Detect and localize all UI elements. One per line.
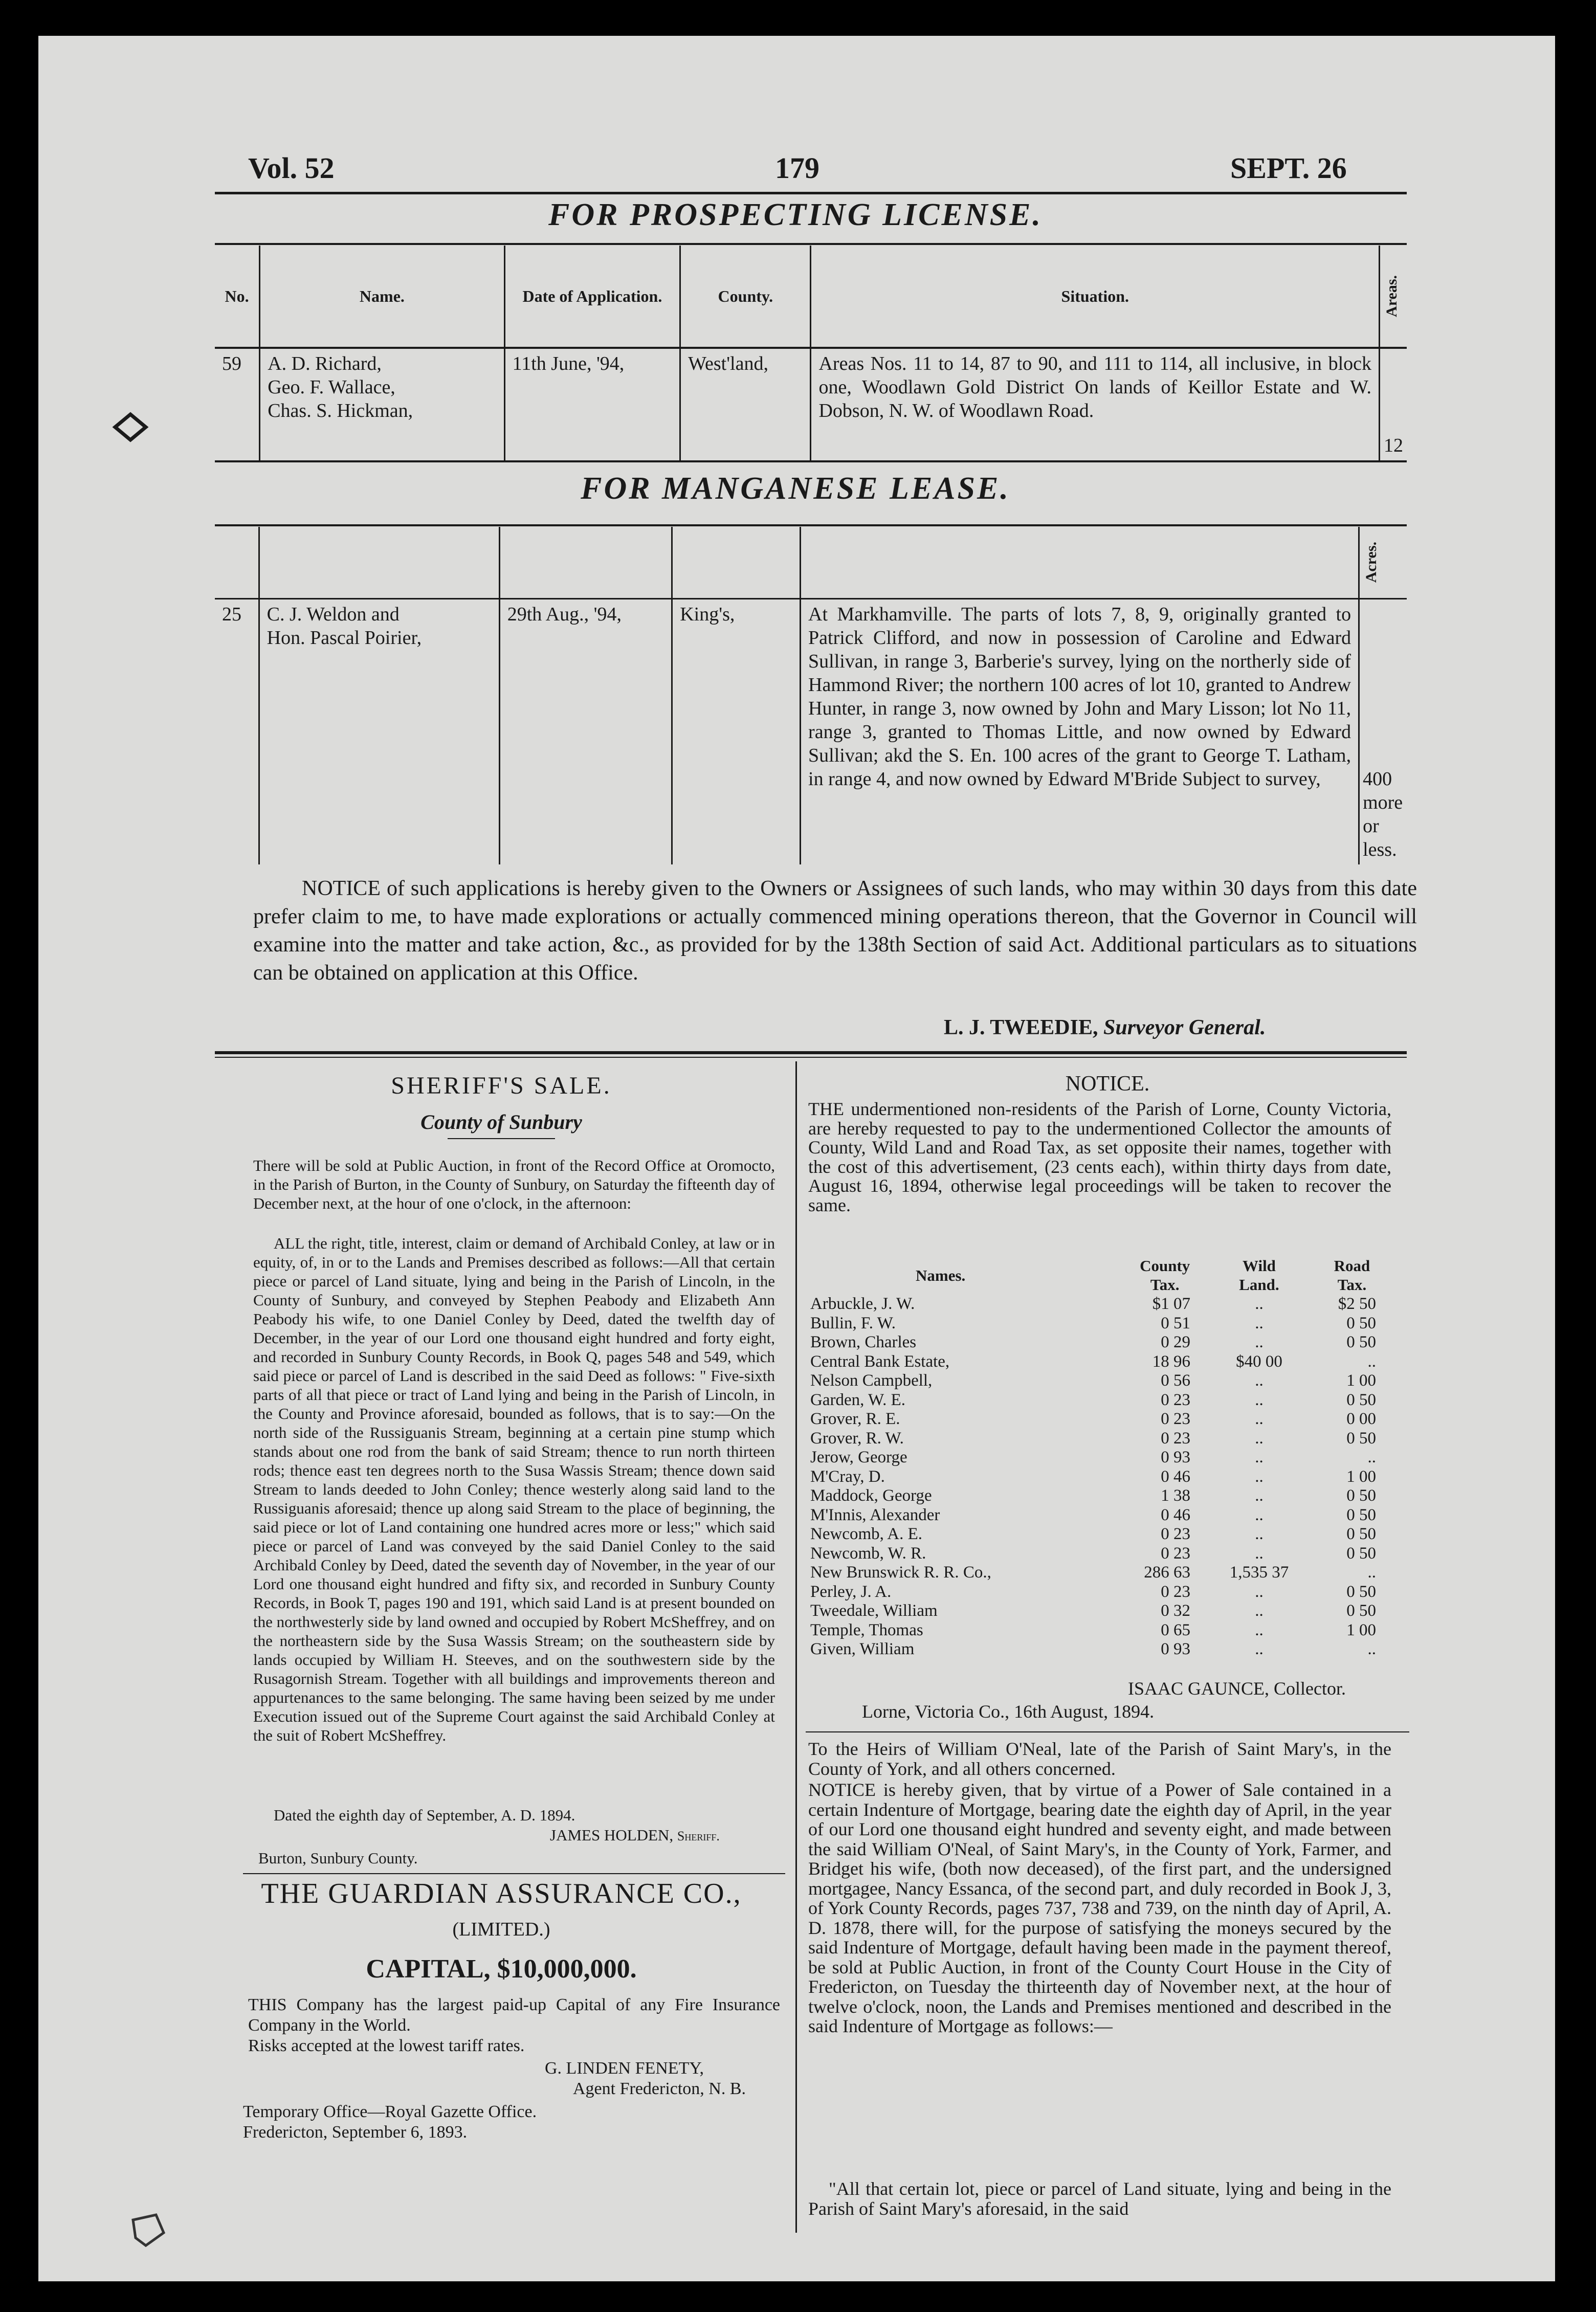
- tax-name: Garden, W. E.: [810, 1390, 906, 1409]
- tax-wild: ..: [1255, 1582, 1264, 1601]
- tax-wild: ..: [1255, 1467, 1264, 1486]
- tax-wild: ..: [1255, 1295, 1264, 1313]
- prospecting-county: West'land,: [680, 348, 811, 460]
- tax-county: 0 65: [1161, 1620, 1190, 1639]
- sheriff-title: SHERIFF'S SALE.: [391, 1072, 612, 1099]
- general-notice: NOTICE of such applications is hereby given to the Owners or Assignees of such lands, who may within 30 days from this date prefer claim to me, to have made explorations or actually commenced mining operations thereon, that the Governor in Council will examine into the matter and take action, &c., as provided for by the 138th Section of said Act. Additional particulars as to situations can be obtained on application at this Office.: [253, 877, 1417, 985]
- tax-road: 0 50: [1346, 1525, 1376, 1543]
- tax-county: 0 46: [1161, 1505, 1190, 1524]
- col-situation: Situation.: [811, 246, 1380, 348]
- tax-wild: ..: [1255, 1544, 1264, 1563]
- prospecting-bottom-rule: [215, 460, 1407, 462]
- tax-road: 1 00: [1346, 1467, 1376, 1486]
- tax-county: 0 23: [1161, 1582, 1190, 1601]
- tax-county: 0 23: [1161, 1410, 1190, 1428]
- tax-county: 0 51: [1161, 1314, 1190, 1332]
- prospecting-table: [215, 246, 1407, 460]
- tax-county: 0 23: [1161, 1390, 1190, 1409]
- tax-name: M'Innis, Alexander: [810, 1505, 940, 1524]
- tax-wild: ..: [1255, 1390, 1264, 1409]
- tax-name: Newcomb, A. E.: [810, 1525, 923, 1543]
- tax-wild: ..: [1255, 1314, 1264, 1332]
- sheriff-intro: There will be sold at Public Auction, in front of the Record Office at Oromocto, in the Parish of Burton, in the County of Sunbury, on Saturday the fifteenth day of December next, at the hour of one o'clock, in the afternoon:: [253, 1157, 775, 1212]
- tax-name: Nelson Campbell,: [810, 1371, 933, 1390]
- tax-row: [808, 1486, 1396, 1506]
- oneal-address: To the Heirs of William O'Neal, late of the Parish of Saint Mary's, in the County of York, and all others concerned.: [808, 1739, 1391, 1779]
- oneal-quote: "All that certain lot, piece or parcel of Land situate, lying and being in the Parish of Saint Mary's aforesaid, in the said: [808, 2178, 1391, 2219]
- tax-name: Bullin, F. W.: [810, 1314, 896, 1332]
- sheriff-body: ALL the right, title, interest, claim or demand of Archibald Conley, at law or in equity, of, in or to the Lands and Premises described as follows:—All that certain piece or parcel of Land situate, lying and being in the Parish of Lincoln, in the County of Sunbury, and conveyed by Stephen Peabody and Elizabeth Ann Peabody his wife, to one Daniel Conley by Deed, dated the twelfth day of December, in the year of our Lord one thousand eight hundred and forty eight, and recorded in Sunbury County Records, in Book Q, pages 548 and 549, which said piece or parcel of Land is described in the said Deed as follows: " Five-sixth parts of all that piece or tract of Land lying and being in the Parish of Lincoln, in the County and Province aforesaid, bounded as follows, that is to say:—On the north side of the Russiguanis Stream, beginning at a certain pine stump which stands about one rod from the bank of said Stream; thence to run north thirteen rods; thence east ten degrees north to the Susa Wassis Stream; thence down said Stream to lands deeded to John Conley; thence westerly along said land to the Russiguanis aforesaid; thence up along said Stream to the place of beginning, the said piece or lot of Land containing one hundred acres more or less;" which said piece or parcel of Land was conveyed by the said Daniel Conley to the said Archibald Conley by Deed, dated the seventh day of November, in the year of our Lord one thousand eight hundred and fifty six, and recorded in Sunbury County Records, in Book T, pages 190 and 191, which said Land is at present bounded on the northwesterly side by land owned and occupied by Robert McSheffrey, and on the northeastern side by the Susa Wassis Stream; on the southeastern side by lands occupied by William H. Steeves, and on the southwestern side by the Rusagornish Stream. Together with all buildings and improvements thereon and appurtenances to the same belonging. The same having been seized by me under Execution issued out of the Supreme Court against the said Archibald Conley at the suit of Robert McSheffrey.: [253, 1234, 775, 1744]
- tax-county: $1 07: [1152, 1295, 1190, 1313]
- tax-road: 1 00: [1346, 1620, 1376, 1639]
- tax-road: 0 50: [1346, 1544, 1376, 1563]
- manganese-acres: 400 more or less.: [1359, 598, 1407, 864]
- manganese-names: C. J. Weldon and Hon. Pascal Poirier,: [259, 598, 499, 864]
- tax-road: 0 50: [1346, 1602, 1376, 1620]
- lorne-place-date: Lorne, Victoria Co., 16th August, 1894.: [862, 1701, 1155, 1722]
- tax-col-names: Names.: [916, 1266, 966, 1284]
- tax-county: 0 23: [1161, 1429, 1190, 1448]
- tax-road: $2 50: [1338, 1295, 1376, 1313]
- tax-road: 0 00: [1346, 1410, 1376, 1428]
- prospecting-date: 11th June, '94,: [504, 348, 680, 460]
- guardian-capital: CAPITAL, $10,000,000.: [366, 1954, 637, 1984]
- tax-wild: ..: [1255, 1429, 1264, 1448]
- tax-county: 286 63: [1144, 1563, 1190, 1582]
- tax-wild: ..: [1255, 1410, 1264, 1428]
- prospecting-no: 59: [222, 353, 241, 374]
- tax-name: Given, William: [810, 1640, 915, 1658]
- tax-name: Grover, R. E.: [810, 1410, 900, 1428]
- tax-county: 1 38: [1161, 1486, 1190, 1505]
- tax-row: [808, 1314, 1396, 1333]
- guardian-agent-name: G. LINDEN FENETY,: [545, 2059, 704, 2078]
- tax-road: 0 50: [1346, 1582, 1376, 1601]
- lorne-notice-body: THE undermentioned non-residents of the Parish of Lorne, County Victoria, are hereby requested to pay to the undermentioned Collector the amounts of County, Wild Land and Road Tax, as set opposite their names, together with the cost of this advertisement, (23 cents each), within thirty days from date, August 16, 1894, otherwise legal proceedings will be taken to recover the same.: [808, 1099, 1391, 1215]
- tax-wild: $40 00: [1236, 1352, 1282, 1371]
- tax-name: Newcomb, W. R.: [810, 1544, 926, 1563]
- prospecting-top-rule: [215, 243, 1407, 245]
- tax-row: [808, 1583, 1396, 1602]
- tax-county: 0 93: [1161, 1640, 1190, 1658]
- tax-county: 0 32: [1161, 1602, 1190, 1620]
- tax-row: [808, 1429, 1396, 1449]
- guardian-subtitle: (LIMITED.): [452, 1919, 550, 1940]
- gazette-page: [38, 36, 1555, 2281]
- manganese-situation: At Markhamville. The parts of lots 7, 8, 9, originally granted to Patrick Clifford, and now in possession of Caroline and Edward Sullivan, in range 3, Barberie's survey, lying on the northerly side of Hammond River; the northern 100 acres of lot 10, granted to Andrew Hunter, in range 3, now owned by John and Mary Lisson; lot No 11, range 3, granted to Thomas Little, and now owned by Edward Sullivan; akd the S. En. 100 acres of the grant to George T. Latham, in range 4, and now owned by Edward M'Bride Subject to survey,: [801, 598, 1359, 864]
- guardian-date: Fredericton, September 6, 1893.: [243, 2123, 468, 2142]
- tax-name: M'Cray, D.: [810, 1467, 885, 1486]
- tax-table: [808, 1256, 1396, 1659]
- tax-row: [808, 1371, 1396, 1391]
- prospecting-title: FOR PROSPECTING LICENSE.: [548, 197, 1043, 232]
- tax-col-wild: Wild Land.: [1239, 1257, 1279, 1294]
- tax-wild: ..: [1255, 1505, 1264, 1524]
- tax-road: 0 50: [1346, 1333, 1376, 1351]
- tax-row: [808, 1621, 1396, 1640]
- prospecting-areas: 12: [1380, 348, 1407, 460]
- tax-wild: ..: [1255, 1620, 1264, 1639]
- col-no: No.: [215, 246, 260, 348]
- tax-row: [808, 1563, 1396, 1583]
- tax-name: Perley, J. A.: [810, 1582, 892, 1601]
- tax-row: [808, 1525, 1396, 1544]
- tax-road: 0 50: [1346, 1486, 1376, 1505]
- tax-name: Temple, Thomas: [810, 1620, 923, 1639]
- tax-wild: ..: [1255, 1333, 1264, 1351]
- lorne-notice-title: NOTICE.: [1065, 1072, 1150, 1096]
- col-acres: Acres.: [1359, 527, 1407, 598]
- tax-row: [808, 1448, 1396, 1468]
- tax-row: [808, 1352, 1396, 1372]
- tax-county: 0 29: [1161, 1333, 1190, 1351]
- tax-row: [808, 1391, 1396, 1410]
- margin-mark-icon: [110, 409, 151, 445]
- tax-road: ..: [1367, 1352, 1376, 1371]
- tax-wild: ..: [1255, 1486, 1264, 1505]
- tax-county: 18 96: [1152, 1352, 1190, 1371]
- section-rule: [215, 1051, 1407, 1054]
- tax-name: Central Bank Estate,: [810, 1352, 950, 1371]
- sheriff-county: County of Sunbury: [420, 1110, 582, 1133]
- tax-name: Grover, R. W.: [810, 1429, 904, 1448]
- tax-name: Maddock, George: [810, 1486, 932, 1505]
- tax-wild: ..: [1255, 1448, 1264, 1466]
- col-areas: Areas.: [1380, 246, 1407, 348]
- oneal-body: NOTICE is hereby given, that by virtue of a Power of Sale contained in a certain Indenture of Mortgage, bearing date the eighth day of April, in the year of our Lord one thousand eight hundred and seventy eight, and made between the said William O'Neal, of Saint Mary's, in the County of York, Farmer, and Bridget his wife, (both now deceased), of the first part, and the undersigned mortgagee, Nancy Essanca, of the second part, and duly recorded in Book J, 3, of York County Records, pages 737, 738 and 739, on the ninth day of April, A. D. 1878, there will, for the purpose of satisfying the moneys secured by the said Indenture of Mortgage, default having been made in the payment thereof, be sold at Public Auction, in front of the County Court House in the City of Fredericton, on Tuesday the thirteenth day of November next, at the hour of twelve o'clock, noon, the Lands and Premises mentioned and described in the said Indenture of Mortgage as follows:—: [808, 1780, 1391, 2036]
- tax-col-road: Road Tax.: [1334, 1257, 1370, 1294]
- sheriff-dated: Dated the eighth day of September, A. D. 1894.: [274, 1806, 575, 1824]
- margin-scribble-icon: [128, 2210, 169, 2251]
- prospecting-names: A. D. Richard, Geo. F. Wallace, Chas. S. Hickman,: [260, 348, 504, 460]
- tax-road: 0 50: [1346, 1314, 1376, 1332]
- prospecting-situation: Areas Nos. 11 to 14, 87 to 90, and 111 to 114, all inclusive, in block one, Woodlawn Gold District On lands of Keillor Estate and W. Dobson, N. W. of Woodlawn Road.: [811, 348, 1380, 460]
- tax-row: [808, 1295, 1396, 1314]
- guardian-title: THE GUARDIAN ASSURANCE CO.,: [261, 1878, 742, 1909]
- tax-row: [808, 1410, 1396, 1429]
- tax-road: 0 50: [1346, 1390, 1376, 1409]
- sheriff-signer: JAMES HOLDEN, Sheriff.: [550, 1826, 720, 1844]
- tax-name: Jerow, George: [810, 1448, 907, 1466]
- lorne-collector: ISAAC GAUNCE, Collector.: [1128, 1678, 1346, 1699]
- tax-name: New Brunswick R. R. Co.,: [810, 1563, 991, 1582]
- tax-wild: 1,535 37: [1229, 1563, 1289, 1582]
- guardian-body: THIS Company has the largest paid-up Capital of any Fire Insurance Company in the World.: [248, 1995, 780, 2035]
- tax-road: 0 50: [1346, 1505, 1376, 1524]
- col-county: County.: [680, 246, 811, 348]
- tax-road: ..: [1367, 1448, 1376, 1466]
- tax-wild: ..: [1255, 1371, 1264, 1390]
- page-number: 179: [775, 151, 819, 185]
- tax-wild: ..: [1255, 1525, 1264, 1543]
- general-notice-signature: L. J. TWEEDIE, Surveyor General.: [944, 1016, 1266, 1039]
- tax-road: ..: [1367, 1640, 1376, 1658]
- col-name: Name.: [260, 246, 504, 348]
- tax-county: 0 46: [1161, 1467, 1190, 1486]
- manganese-county: King's,: [672, 598, 801, 864]
- manganese-no: 25: [222, 603, 241, 625]
- manganese-table: [215, 527, 1407, 864]
- column-divider: [795, 1061, 797, 2233]
- manganese-top-rule: [215, 524, 1407, 526]
- manganese-title: FOR MANGANESE LEASE.: [581, 471, 1010, 506]
- tax-name: Brown, Charles: [810, 1333, 917, 1351]
- tax-county: 0 23: [1161, 1544, 1190, 1563]
- tax-road: 1 00: [1346, 1371, 1376, 1390]
- volume-label: Vol. 52: [248, 151, 335, 185]
- manganese-date: 29th Aug., '94,: [499, 598, 672, 864]
- header-rule: [215, 192, 1407, 194]
- tax-row: [808, 1333, 1396, 1352]
- col-date: Date of Application.: [504, 246, 680, 348]
- tax-road: 0 50: [1346, 1429, 1376, 1448]
- tax-county: 0 93: [1161, 1448, 1190, 1466]
- issue-date: SEPT. 26: [1230, 151, 1347, 185]
- tax-row: [808, 1602, 1396, 1621]
- tax-row: [808, 1506, 1396, 1525]
- tax-road: ..: [1367, 1563, 1376, 1582]
- tax-name: Arbuckle, J. W.: [810, 1295, 915, 1313]
- tax-county: 0 56: [1161, 1371, 1190, 1390]
- tax-name: Tweedale, William: [810, 1602, 938, 1620]
- tax-county: 0 23: [1161, 1525, 1190, 1543]
- sheriff-place: Burton, Sunbury County.: [258, 1849, 418, 1867]
- guardian-agent-title: Agent Fredericton, N. B.: [573, 2079, 746, 2098]
- tax-wild: ..: [1255, 1602, 1264, 1620]
- guardian-office: Temporary Office—Royal Gazette Office.: [243, 2102, 537, 2121]
- tax-col-county: County Tax.: [1140, 1257, 1190, 1294]
- guardian-risks: Risks accepted at the lowest tariff rates.: [248, 2036, 525, 2055]
- tax-row: [808, 1640, 1396, 1659]
- tax-wild: ..: [1255, 1640, 1264, 1658]
- tax-row: [808, 1544, 1396, 1564]
- tax-row: [808, 1468, 1396, 1487]
